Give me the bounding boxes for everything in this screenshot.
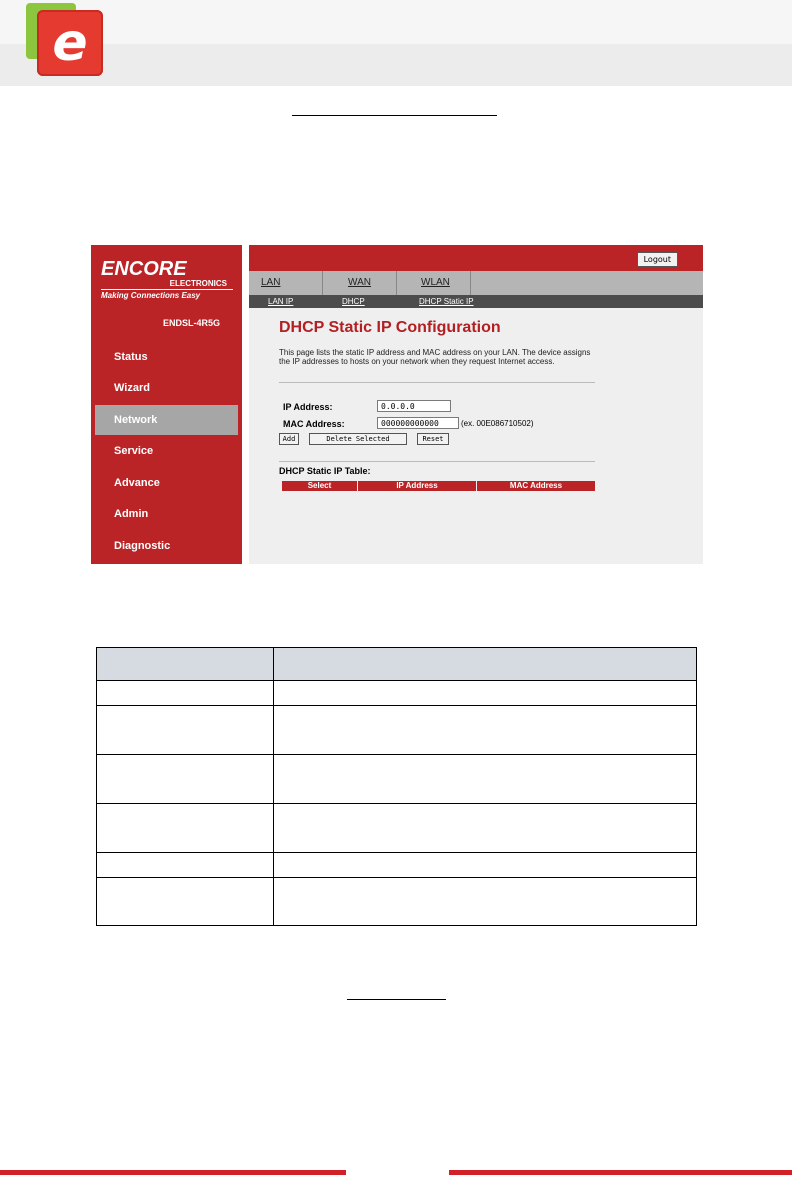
nav-admin[interactable]: Admin [114,508,149,520]
footer-bar-right [449,1170,792,1175]
divider [279,461,595,462]
subtab-dhcp[interactable]: DHCP [342,297,365,306]
table-row [97,680,696,705]
sidebar [91,245,242,564]
brand-tagline: Making Connections Easy [101,289,233,300]
table-cell [97,853,274,877]
nav-wizard[interactable]: Wizard [114,382,150,394]
mac-example-hint: (ex. 00E086710502) [461,419,534,428]
nav-status[interactable]: Status [114,351,148,363]
add-button[interactable]: Add [279,433,299,445]
subtab-lan-ip[interactable]: LAN IP [268,297,294,306]
table-row [97,705,696,754]
subtab-row [249,295,703,308]
main-panel [249,245,703,564]
table-cell [97,878,274,925]
logo-letter: e [52,13,88,73]
nav-advance[interactable]: Advance [114,477,160,489]
tab-wan[interactable]: WAN [323,271,397,295]
tab-lan[interactable]: LAN [249,271,323,295]
router-screenshot [91,245,703,564]
encore-logo [37,10,103,76]
ip-address-input[interactable]: 0.0.0.0 [377,400,451,412]
table-row [97,852,696,877]
col-header-ip: IP Address [358,481,476,491]
page-title: DHCP Static IP Configuration [279,319,501,336]
tab-row [249,271,703,295]
brand-name: ENCORE [101,258,187,280]
model-name: ENDSL-4R5G [163,318,221,328]
logout-button[interactable]: Logout [637,252,678,267]
reset-button[interactable]: Reset [417,433,449,445]
brand-sub: ELECTRONICS [169,279,227,288]
nav-network[interactable]: Network [95,405,238,435]
delete-selected-button[interactable]: Delete Selected [309,433,407,445]
section-underline [347,999,446,1000]
table-row [97,877,696,925]
table-cell [97,706,274,754]
footer-bar-left [0,1170,346,1175]
top-bar [249,245,703,271]
ip-address-label: IP Address: [283,402,333,412]
table-header-row [97,648,696,680]
mac-address-label: MAC Address: [283,419,345,429]
divider [279,382,595,383]
header-band [0,44,792,86]
table-cell [97,681,274,705]
table-row [97,803,696,852]
subtab-dhcp-static-ip[interactable]: DHCP Static IP [419,297,474,306]
nav-diagnostic[interactable]: Diagnostic [114,540,171,552]
description-table [96,647,697,926]
col-header-mac: MAC Address [477,481,595,491]
table-cell [97,804,274,852]
table-title: DHCP Static IP Table: [279,466,371,476]
table-row [97,754,696,803]
mac-address-input[interactable]: 000000000000 [377,417,459,429]
nav-service[interactable]: Service [114,445,154,457]
table-cell [97,648,274,680]
heading-underline [292,115,497,116]
col-header-select: Select [282,481,357,491]
tab-wlan[interactable]: WLAN [397,271,471,295]
page-description: This page lists the static IP address and MAC address on your LAN. The device assigns the IP addresses to hosts on your network when they request Internet access. [279,348,591,366]
header-top [0,0,792,44]
table-cell [97,755,274,803]
